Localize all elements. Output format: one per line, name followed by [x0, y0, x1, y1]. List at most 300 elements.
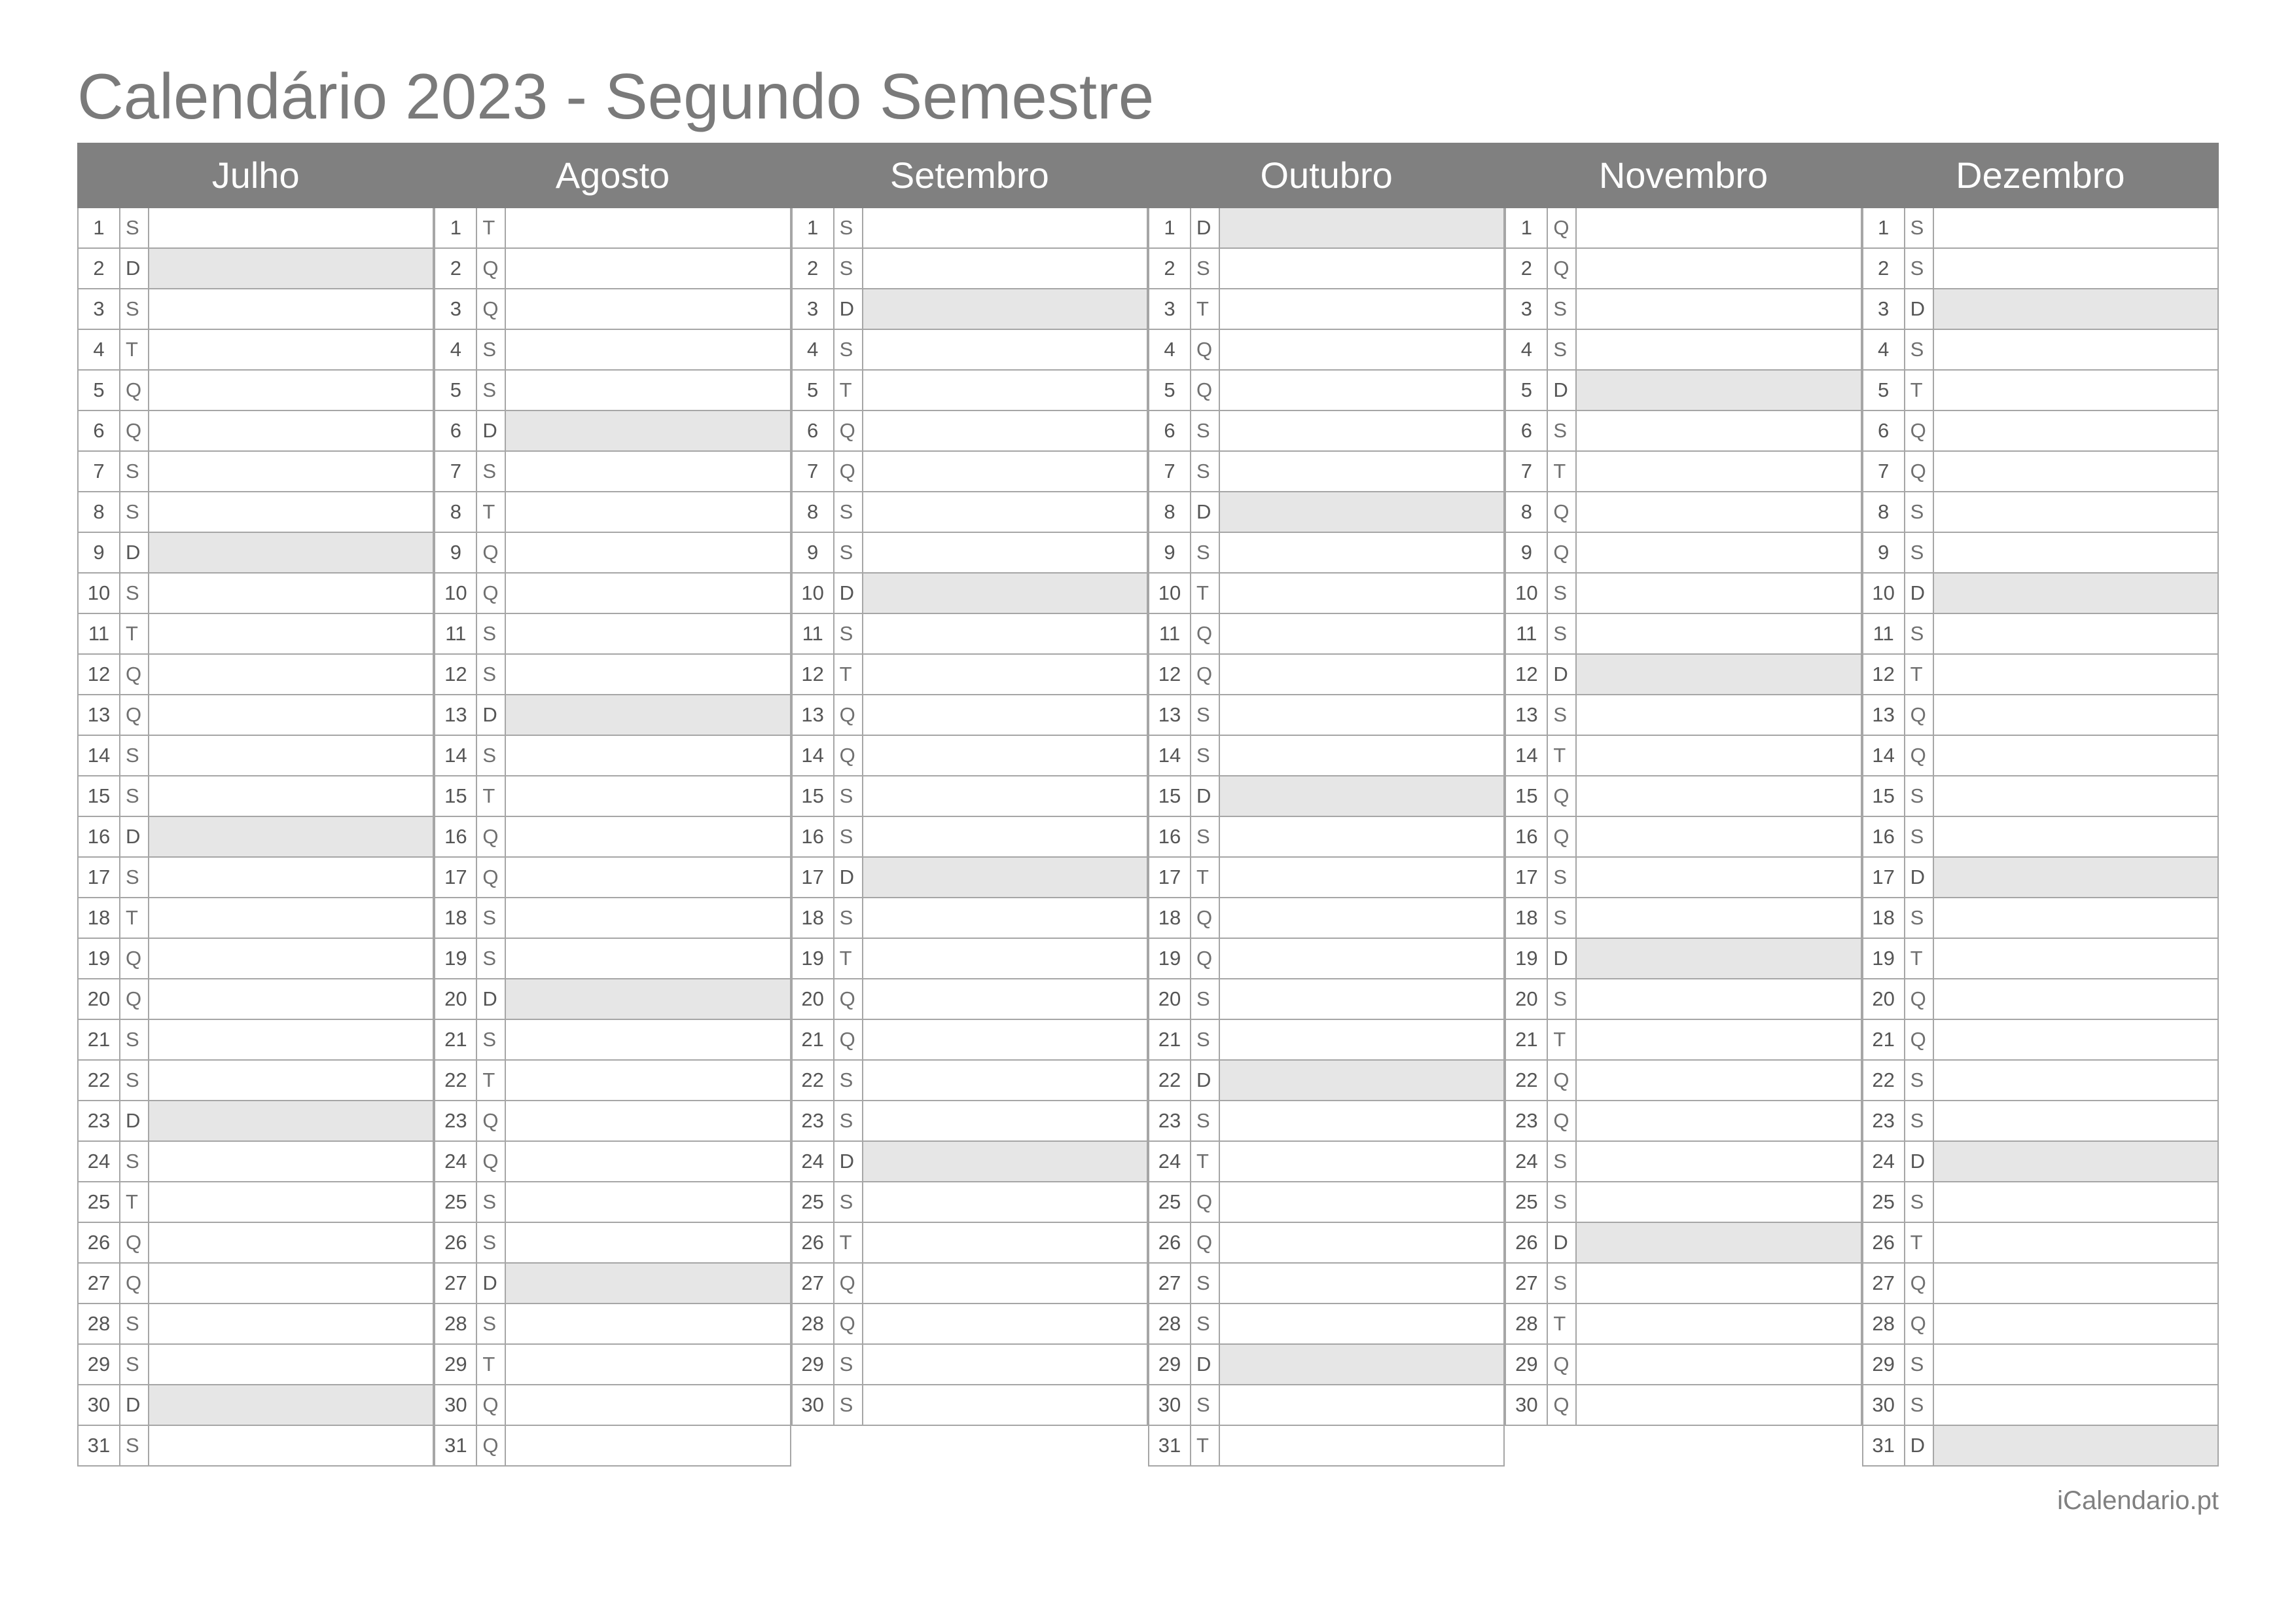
note-cell[interactable]: [1934, 1426, 2217, 1465]
weekday-letter: S: [477, 655, 506, 694]
weekday-letter: Q: [1548, 533, 1577, 572]
day-number: 6: [1506, 411, 1548, 450]
note-cell[interactable]: [1220, 492, 1503, 532]
day-row: [791, 533, 1148, 574]
weekday-letter: S: [1548, 574, 1577, 613]
note-cell[interactable]: [863, 695, 1147, 735]
day-number: 28: [793, 1304, 834, 1343]
note-cell[interactable]: [149, 979, 433, 1019]
note-cell[interactable]: [863, 249, 1147, 288]
note-cell[interactable]: [1220, 330, 1503, 369]
day-row: [791, 289, 1148, 330]
weekday-letter: Q: [1905, 1020, 1934, 1059]
day-row: [791, 574, 1148, 614]
note-cell[interactable]: [1220, 1142, 1503, 1181]
day-number: 17: [1149, 858, 1191, 897]
note-cell[interactable]: [1577, 492, 1860, 532]
note-cell[interactable]: [863, 289, 1147, 329]
weekday-letter: S: [1548, 898, 1577, 938]
note-cell[interactable]: [1577, 817, 1860, 856]
weekday-letter: S: [1905, 1385, 1934, 1425]
day-number: 11: [1149, 614, 1191, 653]
day-number: 24: [1863, 1142, 1905, 1181]
note-cell[interactable]: [1577, 939, 1860, 978]
note-cell[interactable]: [1220, 371, 1503, 410]
weekday-letter: S: [1905, 330, 1934, 369]
day-number: 3: [1149, 289, 1191, 329]
note-cell[interactable]: [1934, 289, 2217, 329]
note-cell[interactable]: [1934, 411, 2217, 450]
note-cell[interactable]: [506, 330, 789, 369]
note-cell[interactable]: [863, 1385, 1147, 1425]
note-cell[interactable]: [863, 776, 1147, 816]
weekday-letter: T: [1548, 736, 1577, 775]
note-cell[interactable]: [149, 736, 433, 775]
weekday-letter: S: [1191, 817, 1220, 856]
day-number: 12: [435, 655, 477, 694]
day-number: 29: [435, 1345, 477, 1384]
month-header-bar: [77, 143, 2219, 208]
note-cell[interactable]: [863, 655, 1147, 694]
note-cell[interactable]: [149, 289, 433, 329]
day-row: [791, 1223, 1148, 1264]
note-cell[interactable]: [506, 452, 789, 491]
note-cell[interactable]: [506, 411, 789, 450]
note-cell[interactable]: [1220, 979, 1503, 1019]
note-cell[interactable]: [149, 1426, 433, 1465]
day-number: 20: [793, 979, 834, 1019]
note-cell[interactable]: [1577, 858, 1860, 897]
day-number: 26: [79, 1223, 120, 1262]
day-row: [1505, 939, 1861, 979]
note-cell[interactable]: [1934, 574, 2217, 613]
note-cell[interactable]: [1220, 939, 1503, 978]
note-cell[interactable]: [149, 817, 433, 856]
weekday-letter: Q: [120, 411, 149, 450]
day-row: [434, 979, 791, 1020]
note-cell[interactable]: [1220, 736, 1503, 775]
note-cell[interactable]: [863, 1345, 1147, 1384]
weekday-letter: S: [1548, 695, 1577, 735]
note-cell[interactable]: [863, 1223, 1147, 1262]
weekday-letter: S: [120, 574, 149, 613]
note-cell[interactable]: [1934, 1304, 2217, 1343]
day-number: 17: [1506, 858, 1548, 897]
day-number: 17: [1863, 858, 1905, 897]
note-cell[interactable]: [149, 1101, 433, 1140]
day-row: [1148, 1223, 1505, 1264]
note-cell[interactable]: [1934, 979, 2217, 1019]
note-cell[interactable]: [1934, 898, 2217, 938]
note-cell[interactable]: [506, 1101, 789, 1140]
weekday-letter: Q: [1191, 330, 1220, 369]
weekday-letter: Q: [834, 1020, 863, 1059]
weekday-letter: T: [1191, 574, 1220, 613]
note-cell[interactable]: [1220, 1345, 1503, 1384]
note-cell[interactable]: [149, 1385, 433, 1425]
note-cell[interactable]: [506, 736, 789, 775]
note-cell[interactable]: [863, 614, 1147, 653]
note-cell[interactable]: [1577, 655, 1860, 694]
note-cell[interactable]: [1577, 1385, 1860, 1425]
note-cell[interactable]: [1577, 249, 1860, 288]
note-cell[interactable]: [506, 208, 789, 247]
note-cell[interactable]: [1577, 411, 1860, 450]
note-cell[interactable]: [506, 1142, 789, 1181]
day-number: 1: [1506, 208, 1548, 247]
note-cell[interactable]: [863, 208, 1147, 247]
note-cell[interactable]: [1934, 330, 2217, 369]
day-number: 13: [435, 695, 477, 735]
day-number: 3: [435, 289, 477, 329]
day-number: 11: [435, 614, 477, 653]
note-cell[interactable]: [1220, 452, 1503, 491]
note-cell[interactable]: [1577, 289, 1860, 329]
note-cell[interactable]: [149, 898, 433, 938]
note-cell[interactable]: [1220, 655, 1503, 694]
weekday-letter: Q: [477, 858, 506, 897]
note-cell[interactable]: [1577, 736, 1860, 775]
day-row: [77, 655, 434, 695]
day-number: 4: [79, 330, 120, 369]
note-cell[interactable]: [1220, 695, 1503, 735]
weekday-letter: S: [1191, 533, 1220, 572]
day-number: 26: [1863, 1223, 1905, 1262]
note-cell[interactable]: [1934, 208, 2217, 247]
day-number: 19: [793, 939, 834, 978]
weekday-letter: Q: [1905, 1304, 1934, 1343]
note-cell[interactable]: [1934, 655, 2217, 694]
note-cell[interactable]: [1934, 858, 2217, 897]
day-row: [1148, 817, 1505, 858]
note-cell[interactable]: [506, 939, 789, 978]
weekday-letter: T: [477, 776, 506, 816]
note-cell[interactable]: [149, 1223, 433, 1262]
day-row: [1505, 371, 1861, 411]
note-cell[interactable]: [1220, 1182, 1503, 1222]
note-cell[interactable]: [1220, 1101, 1503, 1140]
day-row: [1505, 1304, 1861, 1345]
note-cell[interactable]: [1220, 614, 1503, 653]
day-number: 8: [79, 492, 120, 532]
note-cell[interactable]: [1577, 1304, 1860, 1343]
note-cell[interactable]: [1220, 1223, 1503, 1262]
note-cell[interactable]: [863, 898, 1147, 938]
note-cell[interactable]: [149, 533, 433, 572]
day-row: [434, 208, 791, 249]
note-cell[interactable]: [506, 371, 789, 410]
day-number: 30: [435, 1385, 477, 1425]
note-cell[interactable]: [1220, 1264, 1503, 1303]
day-number: 1: [79, 208, 120, 247]
note-cell[interactable]: [863, 452, 1147, 491]
weekday-letter: S: [1191, 1264, 1220, 1303]
note-cell[interactable]: [506, 898, 789, 938]
note-cell[interactable]: [1577, 979, 1860, 1019]
note-cell[interactable]: [1220, 776, 1503, 816]
note-cell[interactable]: [506, 979, 789, 1019]
note-cell[interactable]: [1220, 289, 1503, 329]
note-cell[interactable]: [1220, 574, 1503, 613]
weekday-letter: S: [1905, 817, 1934, 856]
note-cell[interactable]: [1934, 533, 2217, 572]
note-cell[interactable]: [1577, 614, 1860, 653]
day-number: 2: [1149, 249, 1191, 288]
note-cell[interactable]: [1934, 1142, 2217, 1181]
weekday-letter: Q: [834, 411, 863, 450]
day-row: [1148, 939, 1505, 979]
day-row: [1148, 898, 1505, 939]
note-cell[interactable]: [506, 492, 789, 532]
note-cell[interactable]: [1577, 1264, 1860, 1303]
note-cell[interactable]: [506, 289, 789, 329]
day-number: 24: [435, 1142, 477, 1181]
note-cell[interactable]: [863, 533, 1147, 572]
day-row: [1862, 289, 2219, 330]
note-cell[interactable]: [1934, 1223, 2217, 1262]
day-row: [77, 533, 434, 574]
weekday-letter: S: [477, 614, 506, 653]
weekday-letter: Q: [477, 574, 506, 613]
weekday-letter: S: [1548, 330, 1577, 369]
note-cell[interactable]: [149, 1061, 433, 1100]
note-cell[interactable]: [1577, 1101, 1860, 1140]
note-cell[interactable]: [1934, 492, 2217, 532]
note-cell[interactable]: [863, 1142, 1147, 1181]
day-row: [1862, 979, 2219, 1020]
note-cell[interactable]: [506, 695, 789, 735]
weekday-letter: S: [477, 1020, 506, 1059]
month-name: Dezembro: [1956, 155, 2125, 196]
note-cell[interactable]: [1934, 939, 2217, 978]
note-cell[interactable]: [1577, 776, 1860, 816]
note-cell[interactable]: [506, 533, 789, 572]
note-cell[interactable]: [863, 1061, 1147, 1100]
day-number: 14: [435, 736, 477, 775]
note-cell[interactable]: [1220, 1061, 1503, 1100]
note-cell[interactable]: [1220, 1304, 1503, 1343]
note-cell[interactable]: [506, 858, 789, 897]
note-cell[interactable]: [863, 939, 1147, 978]
weekday-letter: S: [834, 614, 863, 653]
note-cell[interactable]: [506, 1061, 789, 1100]
note-cell[interactable]: [506, 655, 789, 694]
note-cell[interactable]: [1934, 1345, 2217, 1384]
day-number: 30: [1149, 1385, 1191, 1425]
day-row: [1862, 1304, 2219, 1345]
day-number: 25: [1149, 1182, 1191, 1222]
note-cell[interactable]: [1577, 208, 1860, 247]
note-cell[interactable]: [1934, 695, 2217, 735]
day-row: [791, 817, 1148, 858]
note-cell[interactable]: [1934, 1020, 2217, 1059]
note-cell[interactable]: [863, 817, 1147, 856]
note-cell[interactable]: [863, 330, 1147, 369]
note-cell[interactable]: [863, 858, 1147, 897]
note-cell[interactable]: [1934, 817, 2217, 856]
weekday-letter: T: [1905, 939, 1934, 978]
note-cell[interactable]: [1577, 452, 1860, 491]
note-cell[interactable]: [506, 574, 789, 613]
note-cell[interactable]: [149, 1020, 433, 1059]
day-row: [791, 1061, 1148, 1101]
day-number: 26: [435, 1223, 477, 1262]
note-cell[interactable]: [506, 1304, 789, 1343]
note-cell[interactable]: [1934, 736, 2217, 775]
note-cell[interactable]: [1220, 817, 1503, 856]
day-row: [77, 492, 434, 533]
note-cell[interactable]: [149, 1264, 433, 1303]
note-cell[interactable]: [149, 858, 433, 897]
note-cell[interactable]: [863, 1182, 1147, 1222]
note-cell[interactable]: [149, 249, 433, 288]
note-cell[interactable]: [1934, 776, 2217, 816]
note-cell[interactable]: [149, 776, 433, 816]
note-cell[interactable]: [149, 1142, 433, 1181]
note-cell[interactable]: [506, 1182, 789, 1222]
note-cell[interactable]: [149, 1345, 433, 1384]
note-cell[interactable]: [1934, 1101, 2217, 1140]
note-cell[interactable]: [1577, 533, 1860, 572]
note-cell[interactable]: [1934, 1061, 2217, 1100]
day-number: 10: [1149, 574, 1191, 613]
note-cell[interactable]: [1220, 858, 1503, 897]
note-cell[interactable]: [1577, 898, 1860, 938]
day-number: 9: [1149, 533, 1191, 572]
note-cell[interactable]: [149, 452, 433, 491]
day-number: 11: [1863, 614, 1905, 653]
note-cell[interactable]: [863, 1264, 1147, 1303]
day-number: 24: [793, 1142, 834, 1181]
note-cell[interactable]: [1220, 208, 1503, 247]
day-number: 18: [435, 898, 477, 938]
note-cell[interactable]: [149, 411, 433, 450]
day-number: 9: [1506, 533, 1548, 572]
note-cell[interactable]: [506, 614, 789, 653]
note-cell[interactable]: [1934, 249, 2217, 288]
day-row: [1862, 1345, 2219, 1385]
note-cell[interactable]: [149, 695, 433, 735]
day-number: 27: [1863, 1264, 1905, 1303]
weekday-letter: S: [1548, 614, 1577, 653]
note-cell[interactable]: [1220, 1426, 1503, 1465]
note-cell[interactable]: [149, 330, 433, 369]
note-cell[interactable]: [506, 1264, 789, 1303]
note-cell[interactable]: [863, 574, 1147, 613]
note-cell[interactable]: [1577, 1020, 1860, 1059]
note-cell[interactable]: [1934, 1385, 2217, 1425]
weekday-letter: Q: [1548, 249, 1577, 288]
note-cell[interactable]: [149, 1304, 433, 1343]
day-row: [434, 574, 791, 614]
note-cell[interactable]: [506, 817, 789, 856]
day-number: 8: [1863, 492, 1905, 532]
note-cell[interactable]: [863, 371, 1147, 410]
note-cell[interactable]: [1220, 1385, 1503, 1425]
weekday-letter: Q: [120, 695, 149, 735]
weekday-letter: S: [1191, 1020, 1220, 1059]
note-cell[interactable]: [149, 614, 433, 653]
note-cell[interactable]: [149, 655, 433, 694]
weekday-letter: T: [1548, 1304, 1577, 1343]
day-row: [434, 371, 791, 411]
day-row: [77, 1020, 434, 1061]
day-number: 15: [793, 776, 834, 816]
note-cell[interactable]: [149, 574, 433, 613]
note-cell[interactable]: [149, 371, 433, 410]
note-cell[interactable]: [863, 979, 1147, 1019]
note-cell[interactable]: [1577, 1223, 1860, 1262]
note-cell[interactable]: [1934, 1264, 2217, 1303]
note-cell[interactable]: [506, 1345, 789, 1384]
note-cell[interactable]: [506, 1385, 789, 1425]
day-number: 5: [793, 371, 834, 410]
day-number: 9: [793, 533, 834, 572]
note-cell[interactable]: [1577, 1061, 1860, 1100]
note-cell[interactable]: [506, 1426, 789, 1465]
day-number: 23: [1149, 1101, 1191, 1140]
weekday-letter: D: [1905, 1426, 1934, 1465]
note-cell[interactable]: [1934, 452, 2217, 491]
day-number: 8: [1149, 492, 1191, 532]
note-cell[interactable]: [1220, 411, 1503, 450]
note-cell[interactable]: [863, 1304, 1147, 1343]
day-number: 4: [1863, 330, 1905, 369]
note-cell[interactable]: [1934, 371, 2217, 410]
note-cell[interactable]: [149, 492, 433, 532]
note-cell[interactable]: [863, 492, 1147, 532]
note-cell[interactable]: [1220, 249, 1503, 288]
note-cell[interactable]: [1220, 898, 1503, 938]
note-cell[interactable]: [1577, 1142, 1860, 1181]
note-cell[interactable]: [149, 1182, 433, 1222]
note-cell[interactable]: [149, 208, 433, 247]
weekday-letter: Q: [120, 1264, 149, 1303]
note-cell[interactable]: [506, 249, 789, 288]
day-row: [1505, 614, 1861, 655]
weekday-letter: S: [1191, 1101, 1220, 1140]
note-cell[interactable]: [1577, 695, 1860, 735]
note-cell[interactable]: [1220, 533, 1503, 572]
note-cell[interactable]: [1577, 1182, 1860, 1222]
day-row: [1862, 492, 2219, 533]
note-cell[interactable]: [863, 736, 1147, 775]
weekday-letter: D: [120, 817, 149, 856]
note-cell[interactable]: [506, 776, 789, 816]
note-cell[interactable]: [1220, 1020, 1503, 1059]
note-cell[interactable]: [863, 411, 1147, 450]
weekday-letter: D: [1905, 289, 1934, 329]
note-cell[interactable]: [863, 1101, 1147, 1140]
note-cell[interactable]: [863, 1020, 1147, 1059]
day-row: [1862, 1101, 2219, 1142]
note-cell[interactable]: [506, 1020, 789, 1059]
note-cell[interactable]: [1934, 1182, 2217, 1222]
note-cell[interactable]: [1577, 1345, 1860, 1384]
note-cell[interactable]: [149, 939, 433, 978]
day-number: 11: [1506, 614, 1548, 653]
day-row: [434, 858, 791, 898]
note-cell[interactable]: [1577, 371, 1860, 410]
day-row: [1148, 1304, 1505, 1345]
weekday-letter: Q: [834, 1264, 863, 1303]
note-cell[interactable]: [1934, 614, 2217, 653]
weekday-letter: Q: [1905, 1264, 1934, 1303]
day-row: [1862, 1223, 2219, 1264]
note-cell[interactable]: [506, 1223, 789, 1262]
note-cell[interactable]: [1577, 330, 1860, 369]
note-cell[interactable]: [1577, 574, 1860, 613]
